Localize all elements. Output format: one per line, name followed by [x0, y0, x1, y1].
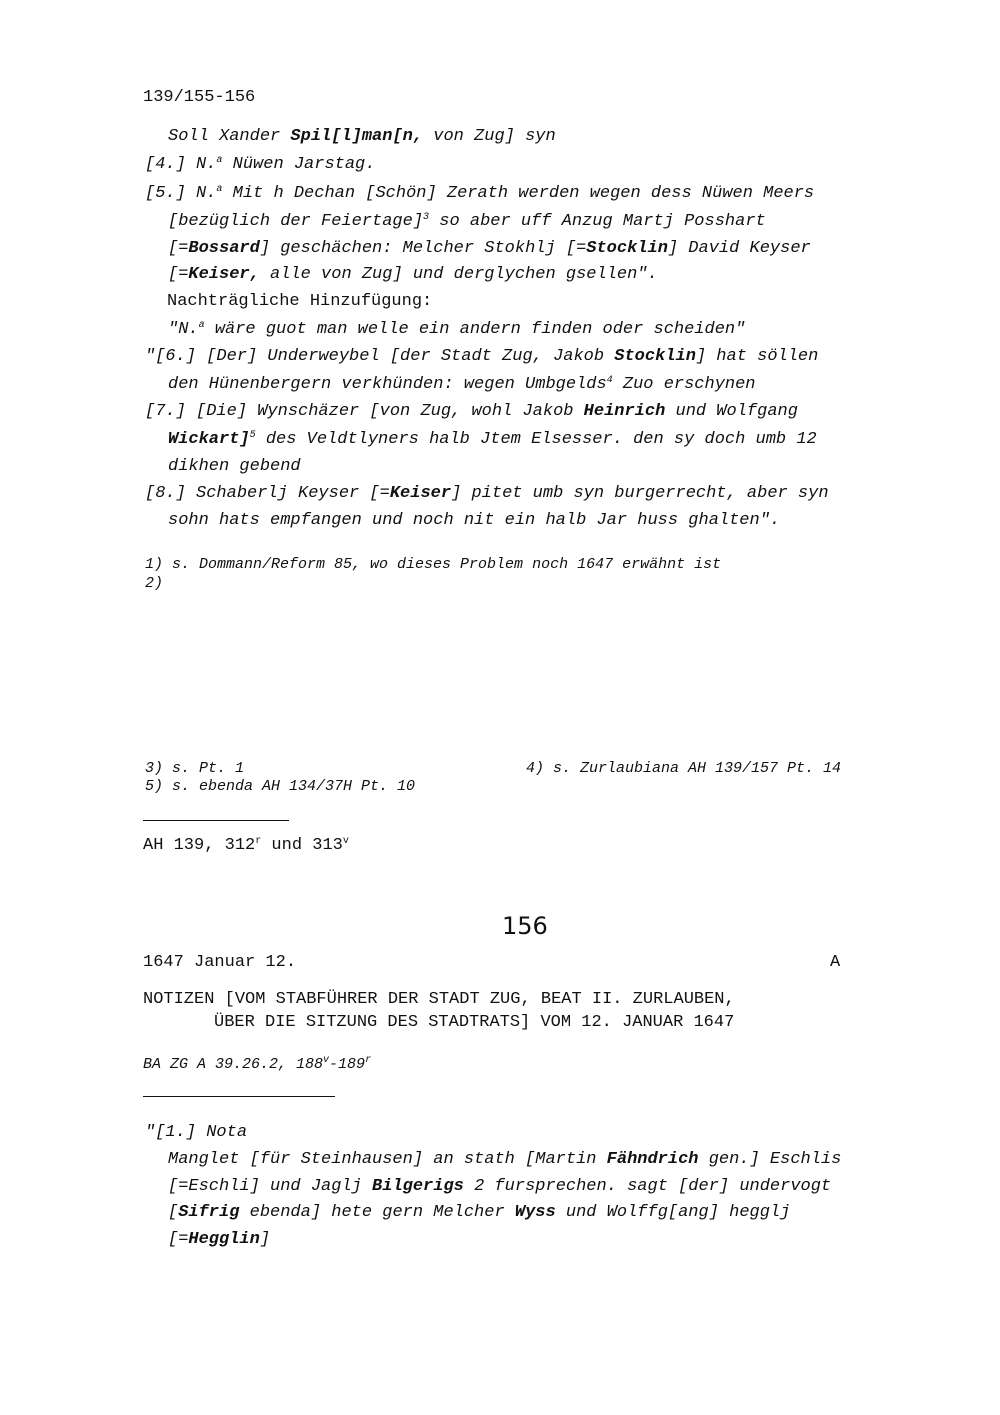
text-segment: Mit h Dechan [Schön] Zerath werden wegen dess Nüwen Meers	[222, 184, 815, 203]
footnote-1: 1) s. Dommann/Reform 85, wo dieses Problem noch 1647 erwähnt ist	[145, 556, 722, 573]
emphasized-name: Keiser,	[188, 265, 260, 284]
text-segment: des Veldtlyners halb Jtem Elsesser. den sy doch umb 12	[255, 430, 817, 449]
text-segment: sohn hats empfangen und noch nit ein halb Jar huss ghalten".	[168, 511, 781, 530]
text-segment: ] David Keyser	[667, 239, 811, 258]
text-line	[168, 430, 817, 449]
footnote-marker: 4	[606, 375, 613, 386]
footnote-5: 5) s. ebenda AH 134/37H Pt. 10	[145, 778, 416, 795]
footnote-marker: a	[216, 184, 223, 195]
emphasized-name: Spil[l]man[n,	[290, 127, 424, 146]
separator-rule	[143, 820, 289, 821]
document-title-line-2: ÜBER DIE SITZUNG DES STADTRATS] VOM 12. JANUAR 1647	[214, 1013, 735, 1032]
emphasized-name: Sifrig	[178, 1203, 240, 1222]
text-line	[168, 265, 658, 284]
text-segment: Nachträgliche Hinzufügung:	[167, 292, 433, 311]
text-line	[168, 375, 756, 394]
text-segment: [=Eschli] und Jaglj	[168, 1177, 373, 1196]
text-line	[168, 1203, 790, 1222]
text-line	[168, 212, 766, 231]
text-segment: alle von Zug] und derglychen gsellen".	[259, 265, 658, 284]
emphasized-name: Hegglin	[188, 1230, 260, 1249]
emphasized-name: Bilgerigs	[372, 1177, 464, 1196]
text-line	[168, 1177, 831, 1196]
footnote-marker: a	[216, 155, 223, 166]
emphasized-name: Keiser	[389, 484, 452, 503]
page-reference: 139/155-156	[143, 88, 256, 107]
document-letter: A	[830, 953, 841, 972]
text-line	[145, 1123, 247, 1142]
text-segment: Manglet [für Steinhausen] an stath [Martin	[168, 1150, 607, 1169]
emphasized-name: Stocklin	[586, 239, 668, 258]
text-segment: [8.] Schaberlj Keyser [=	[145, 484, 390, 503]
text-segment: ebenda] hete gern Melcher	[239, 1203, 515, 1222]
text-segment: [bezüglich der Feiertage]	[168, 212, 424, 231]
footnote-4: 4) s. Zurlaubiana AH 139/157 Pt. 14	[526, 760, 842, 777]
source-reference: AH 139, 312$^r$ und 313$^v$	[143, 836, 349, 855]
text-line	[145, 484, 829, 503]
text-line	[168, 239, 811, 258]
text-segment: "[6.] [Der] Underweybel [der Stadt Zug, Jakob	[145, 347, 615, 366]
emphasized-name: Wyss	[514, 1203, 556, 1222]
text-line	[168, 511, 780, 530]
text-segment: dikhen gebend	[168, 457, 301, 476]
text-line	[168, 320, 745, 339]
text-segment: [=	[168, 265, 189, 284]
document-title-line-1: NOTIZEN [VOM STABFÜHRER DER STADT ZUG, BEAT II. ZURLAUBEN,	[143, 990, 735, 1009]
text-segment: [5.] N.	[145, 184, 217, 203]
text-segment: den Hünenbergern verkhünden: wegen Umbgelds	[168, 375, 607, 394]
text-line	[168, 127, 556, 146]
text-line	[167, 292, 432, 311]
footnote-2: 2)	[145, 575, 164, 592]
text-segment: ] hat söllen	[695, 347, 819, 366]
emphasized-name: Bossard	[188, 239, 260, 258]
text-segment: [=	[168, 1230, 189, 1249]
text-segment: [	[168, 1203, 179, 1222]
text-segment: ] pitet umb syn burgerrecht, aber syn	[451, 484, 829, 503]
text-segment: 2 fursprechen. sagt [der] undervogt	[463, 1177, 832, 1196]
text-line	[145, 347, 818, 366]
footnote-marker: a	[198, 320, 205, 331]
document-date: 1647 Januar 12.	[143, 953, 297, 972]
text-line	[145, 402, 798, 421]
text-segment: und Wolffg[ang] hegglj	[555, 1203, 791, 1222]
footnote-marker: 5	[249, 430, 256, 441]
text-segment: Zuo erschynen	[612, 375, 756, 394]
text-line	[168, 1150, 841, 1169]
document-source: BA ZG A 39.26.2, 188$^v$-189$^r$	[143, 1055, 372, 1073]
text-segment: ] geschächen: Melcher Stokhlj [=	[259, 239, 587, 258]
text-segment: von Zug] syn	[423, 127, 556, 146]
text-segment: gen.] Eschlis	[698, 1150, 842, 1169]
emphasized-name: Heinrich	[583, 402, 666, 421]
separator-rule	[143, 1096, 335, 1097]
text-segment: und Wolfgang	[665, 402, 798, 421]
text-segment: "N.	[168, 320, 199, 339]
footnote-marker: 3	[423, 212, 430, 223]
emphasized-name: Wickart]	[168, 430, 250, 449]
text-line	[145, 184, 814, 203]
text-segment: [=	[168, 239, 189, 258]
text-segment: [7.] [Die] Wynschäzer [von Zug, wohl Jakob	[145, 402, 584, 421]
text-segment: wäre guot man welle ein andern finden oder scheiden"	[204, 320, 746, 339]
text-segment: ]	[259, 1230, 271, 1249]
text-segment: Soll Xander	[168, 127, 291, 146]
text-segment: "[1.] Nota	[145, 1123, 248, 1142]
text-line	[168, 457, 301, 476]
text-line	[145, 155, 375, 174]
emphasized-name: Stocklin	[614, 347, 696, 366]
text-segment: Nüwen Jarstag.	[222, 155, 376, 174]
text-segment: [4.] N.	[145, 155, 217, 174]
emphasized-name: Fähndrich	[606, 1150, 699, 1169]
text-line	[168, 1230, 270, 1249]
text-segment: so aber uff Anzug Martj Posshart	[429, 212, 766, 231]
document-number: 156	[502, 912, 548, 940]
footnote-3: 3) s. Pt. 1	[145, 760, 245, 777]
